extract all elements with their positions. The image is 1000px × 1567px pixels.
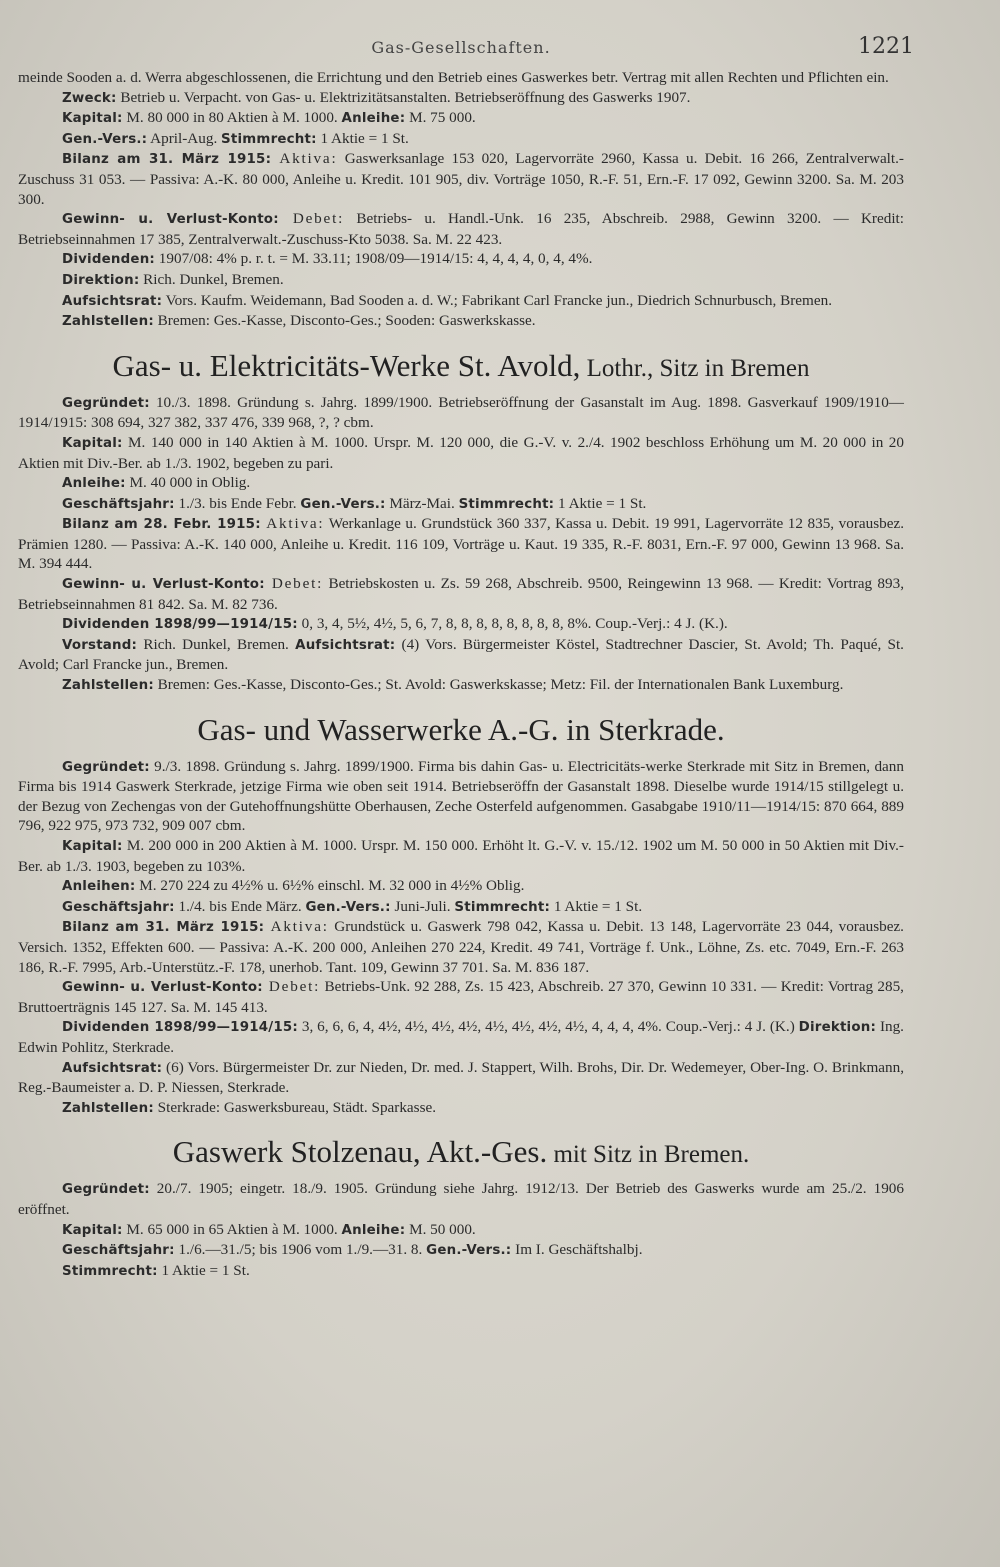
entry-line: Zahlstellen: Bremen: Ges.-Kasse, Disconto-Ges.; St. Avold: Gaswerkskasse; Metz: Fil. der Internationalen Bank Luxemburg.: [62, 676, 844, 694]
entry-line: Kapital: M. 65 000 in 65 Aktien à M. 1000. Anleihe: M. 50 000.: [62, 1220, 476, 1238]
entry-line: Geschäftsjahr: 1./6.—31./5; bis 1906 vom 1./9.—31. 8. Gen.-Vers.: Im I. Geschäftshalbj.: [62, 1241, 643, 1259]
entry-line: Kapital: M. 80 000 in 80 Aktien à M. 1000. Anleihe: M. 75 000.: [62, 109, 476, 127]
entry-line: Kapital: M. 200 000 in 200 Aktien à M. 1000. Urspr. M. 150 000. Erhöht lt. G.-V. v. 15./12. 1902 um M. 50 000 in 50 Aktien mit Div.-Ber. ab 1./3. 1903, begeben zu 103%.: [18, 837, 904, 875]
entry-line: Aufsichtsrat: Vors. Kaufm. Weidemann, Bad Sooden a. d. W.; Fabrikant Carl Francke jun., Diedrich Schnurbusch, Bremen.: [62, 291, 832, 309]
entry-line: Dividenden 1898/99—1914/15: 3, 6, 6, 6, 4, 4½, 4½, 4½, 4½, 4½, 4½, 4½, 4½, 4, 4, 4, 4%. Coup.-Verj.: 4 J. (K.) Direktion: Ing. Edwin Pohlitz, Sterkrade.: [18, 1018, 904, 1056]
entry-line: meinde Sooden a. d. Werra abgeschlossenen, die Errichtung und den Betrieb eines Gaswerkes betr. Vertrag mit allen Rechten und Pflichten ein.: [18, 69, 889, 86]
entry-line: Geschäftsjahr: 1./3. bis Ende Febr. Gen.-Vers.: März-Mai. Stimmrecht: 1 Aktie = 1 St.: [62, 494, 647, 512]
entry-line: Bilanz am 31. März 1915: Aktiva: Grundstück u. Gaswerk 798 042, Kassa u. Debit. 13 148, Lagervorräte 23 044, vorausbez. Versich. 1352, Effekten 600. — Passiva: A.-K. 200 000, Anleihen 270 224, Kredit. 49 741, Vorträge f. Unk., Löhne, Zs. etc. 7049, Ern.-F. 263 186, R.-F. 7995, Arb.-Unterstütz.-F. 178, unerhob. Tant. 109, Gewinn 37 701. Sa. M. 836 187.: [18, 918, 904, 976]
entry-line: Zahlstellen: Sterkrade: Gaswerksbureau, Städt. Sparkasse.: [62, 1098, 437, 1116]
entry-line: Gen.-Vers.: April-Aug. Stimmrecht: 1 Aktie = 1 St.: [62, 129, 409, 147]
entry-line: Bilanz am 28. Febr. 1915: Aktiva: Werkanlage u. Grundstück 360 337, Kassa u. Debit. 19 991, Lagervorräte 12 835, vorausbez. Prämien 1280. — Passiva: A.-K. 140 000, Anleihe u. Kredit. 116 109, Vorträge u. Kaut. 19 335, R.-F. 8031, Ern.-F. 97 000, Gewinn 13 968. Sa. M. 394 444.: [18, 515, 904, 573]
entry-line: Gegründet: 9./3. 1898. Gründung s. Jahrg. 1899/1900. Firma bis dahin Gas- u. Electricitäts-werke Sterkrade mit Sitz in Bremen, dann Firma bis 1914 Gaswerk Sterkrade, jetzige Firma wie oben seit 1914. Betriebseröffn der Gasanstalt 1898. Dieselbe wurde 1914/15 stillgelegt u. der Bezug von Zechengas von der Gutehoffnungshütte Oberhausen, Zeche Osterfeld aufgenommen. Gasabgabe 1910/11—1914/15: 870 664, 889 796, 922 975, 973 732, 909 007 cbm.: [18, 757, 904, 835]
running-title: Gas-Gesellschaften.: [371, 38, 551, 57]
entry-line: Anleihe: M. 40 000 in Oblig.: [62, 474, 251, 492]
company-heading: Gas- und Wasserwerke A.-G. in Sterkrade.: [197, 711, 725, 747]
page-header: [18, 30, 914, 68]
company-entry-sterkrade: [18, 712, 904, 1119]
company-entry-st-avold: [18, 348, 904, 696]
entry-line: Bilanz am 31. März 1915: Aktiva: Gaswerksanlage 153 020, Lagervorräte 2960, Kassa u. Debit. 16 266, Zentralverwalt.-Zuschuss 31 053. — Passiva: A.-K. 80 000, Anleihe u. Kredit. 101 905, div. Vorträge 1050, R.-F. 51, Ern.-F. 17 092, Gewinn 3200. Sa. M. 203 300.: [18, 150, 904, 208]
entry-line: Stimmrecht: 1 Aktie = 1 St.: [62, 1261, 250, 1279]
entry-line: Aufsichtsrat: (6) Vors. Bürgermeister Dr. zur Nieden, Dr. med. J. Stappert, Wilh. Brohs, Dir. Dr. Wedemeyer, Ober-Ing. O. Brinkmann, Reg.-Baumeister a. D. P. Niessen, Sterkrade.: [18, 1058, 904, 1097]
company-heading: Gaswerk Stolzenau, Akt.-Ges. mit Sitz in Bremen.: [172, 1134, 750, 1170]
entry-line: Kapital: M. 140 000 in 140 Aktien à M. 1000. Urspr. M. 120 000, die G.-V. v. 2./4. 1902 beschloss Erhöhung um M. 20 000 in 20 Aktien mit Div.-Ber. ab 1./3. 1902, begeben zu pari.: [18, 433, 904, 472]
entry-line: Anleihen: M. 270 224 zu 4½% u. 6½% einschl. M. 32 000 in 4½% Oblig.: [62, 877, 525, 895]
entry-line: Direktion: Rich. Dunkel, Bremen.: [62, 270, 284, 288]
page-number: 1221: [858, 34, 914, 59]
entry-line: Gewinn- u. Verlust-Konto: Debet: Betriebs-Unk. 92 288, Zs. 15 423, Abschreib. 27 370, Gewinn 10 331. — Kredit: Vortrag 285, Bruttoerträgnis 145 127. Sa. M. 145 413.: [18, 978, 904, 1016]
company-entry-stolzenau: [18, 1134, 904, 1281]
entry-line: Dividenden: 1907/08: 4% p. r. t. = M. 33.11; 1908/09—1914/15: 4, 4, 4, 4, 0, 4, 4%.: [62, 250, 593, 268]
top-entry: [18, 68, 904, 332]
entry-line: Zweck: Betrieb u. Verpacht. von Gas- u. Elektrizitätsanstalten. Betriebseröffnung des Gaswerks 1907.: [62, 88, 691, 106]
entry-line: Gegründet: 20./7. 1905; eingetr. 18./9. 1905. Gründung siehe Jahrg. 1912/13. Der Betrieb des Gaswerks wurde am 25./2. 1906 eröffnet.: [18, 1180, 904, 1218]
entry-line: Gewinn- u. Verlust-Konto: Debet: Betriebskosten u. Zs. 59 268, Abschreib. 9500, Reingewinn 13 968. — Kredit: Vortrag 893, Betriebseinnahmen 81 842. Sa. M. 82 736.: [18, 575, 904, 613]
entry-line: Dividenden 1898/99—1914/15: 0, 3, 4, 5½, 4½, 5, 6, 7, 8, 8, 8, 8, 8, 8, 8, 8, 8%. Coup.-Verj.: 4 J. (K.).: [62, 615, 728, 633]
company-heading: Gas- u. Elektricitäts-Werke St. Avold, Lothr., Sitz in Bremen: [112, 347, 810, 383]
entry-line: Zahlstellen: Bremen: Ges.-Kasse, Disconto-Ges.; Sooden: Gaswerkskasse.: [62, 312, 536, 330]
entry-line: Geschäftsjahr: 1./4. bis Ende März. Gen.-Vers.: Juni-Juli. Stimmrecht: 1 Aktie = 1 St.: [62, 897, 643, 915]
entry-line: Gewinn- u. Verlust-Konto: Debet: Betriebs- u. Handl.-Unk. 16 235, Abschreib. 2988, Gewinn 3200. — Kredit: Betriebseinnahmen 17 385, Zentralverwalt.-Zuschuss-Kto 5038. Sa. M. 22 423.: [18, 210, 904, 248]
entry-line: Gegründet: 10./3. 1898. Gründung s. Jahrg. 1899/1900. Betriebseröffnung der Gasanstalt im Aug. 1898. Gasverkauf 1909/1910—1914/1915: 308 694, 327 382, 337 476, 339 968, ?, ? cbm.: [18, 393, 904, 432]
entry-line: Vorstand: Rich. Dunkel, Bremen. Aufsichtsrat: (4) Vors. Bürgermeister Köstel, Stadtrechner Dascier, St. Avold; Th. Paqué, St. Avold; Carl Francke jun., Bremen.: [18, 635, 904, 674]
